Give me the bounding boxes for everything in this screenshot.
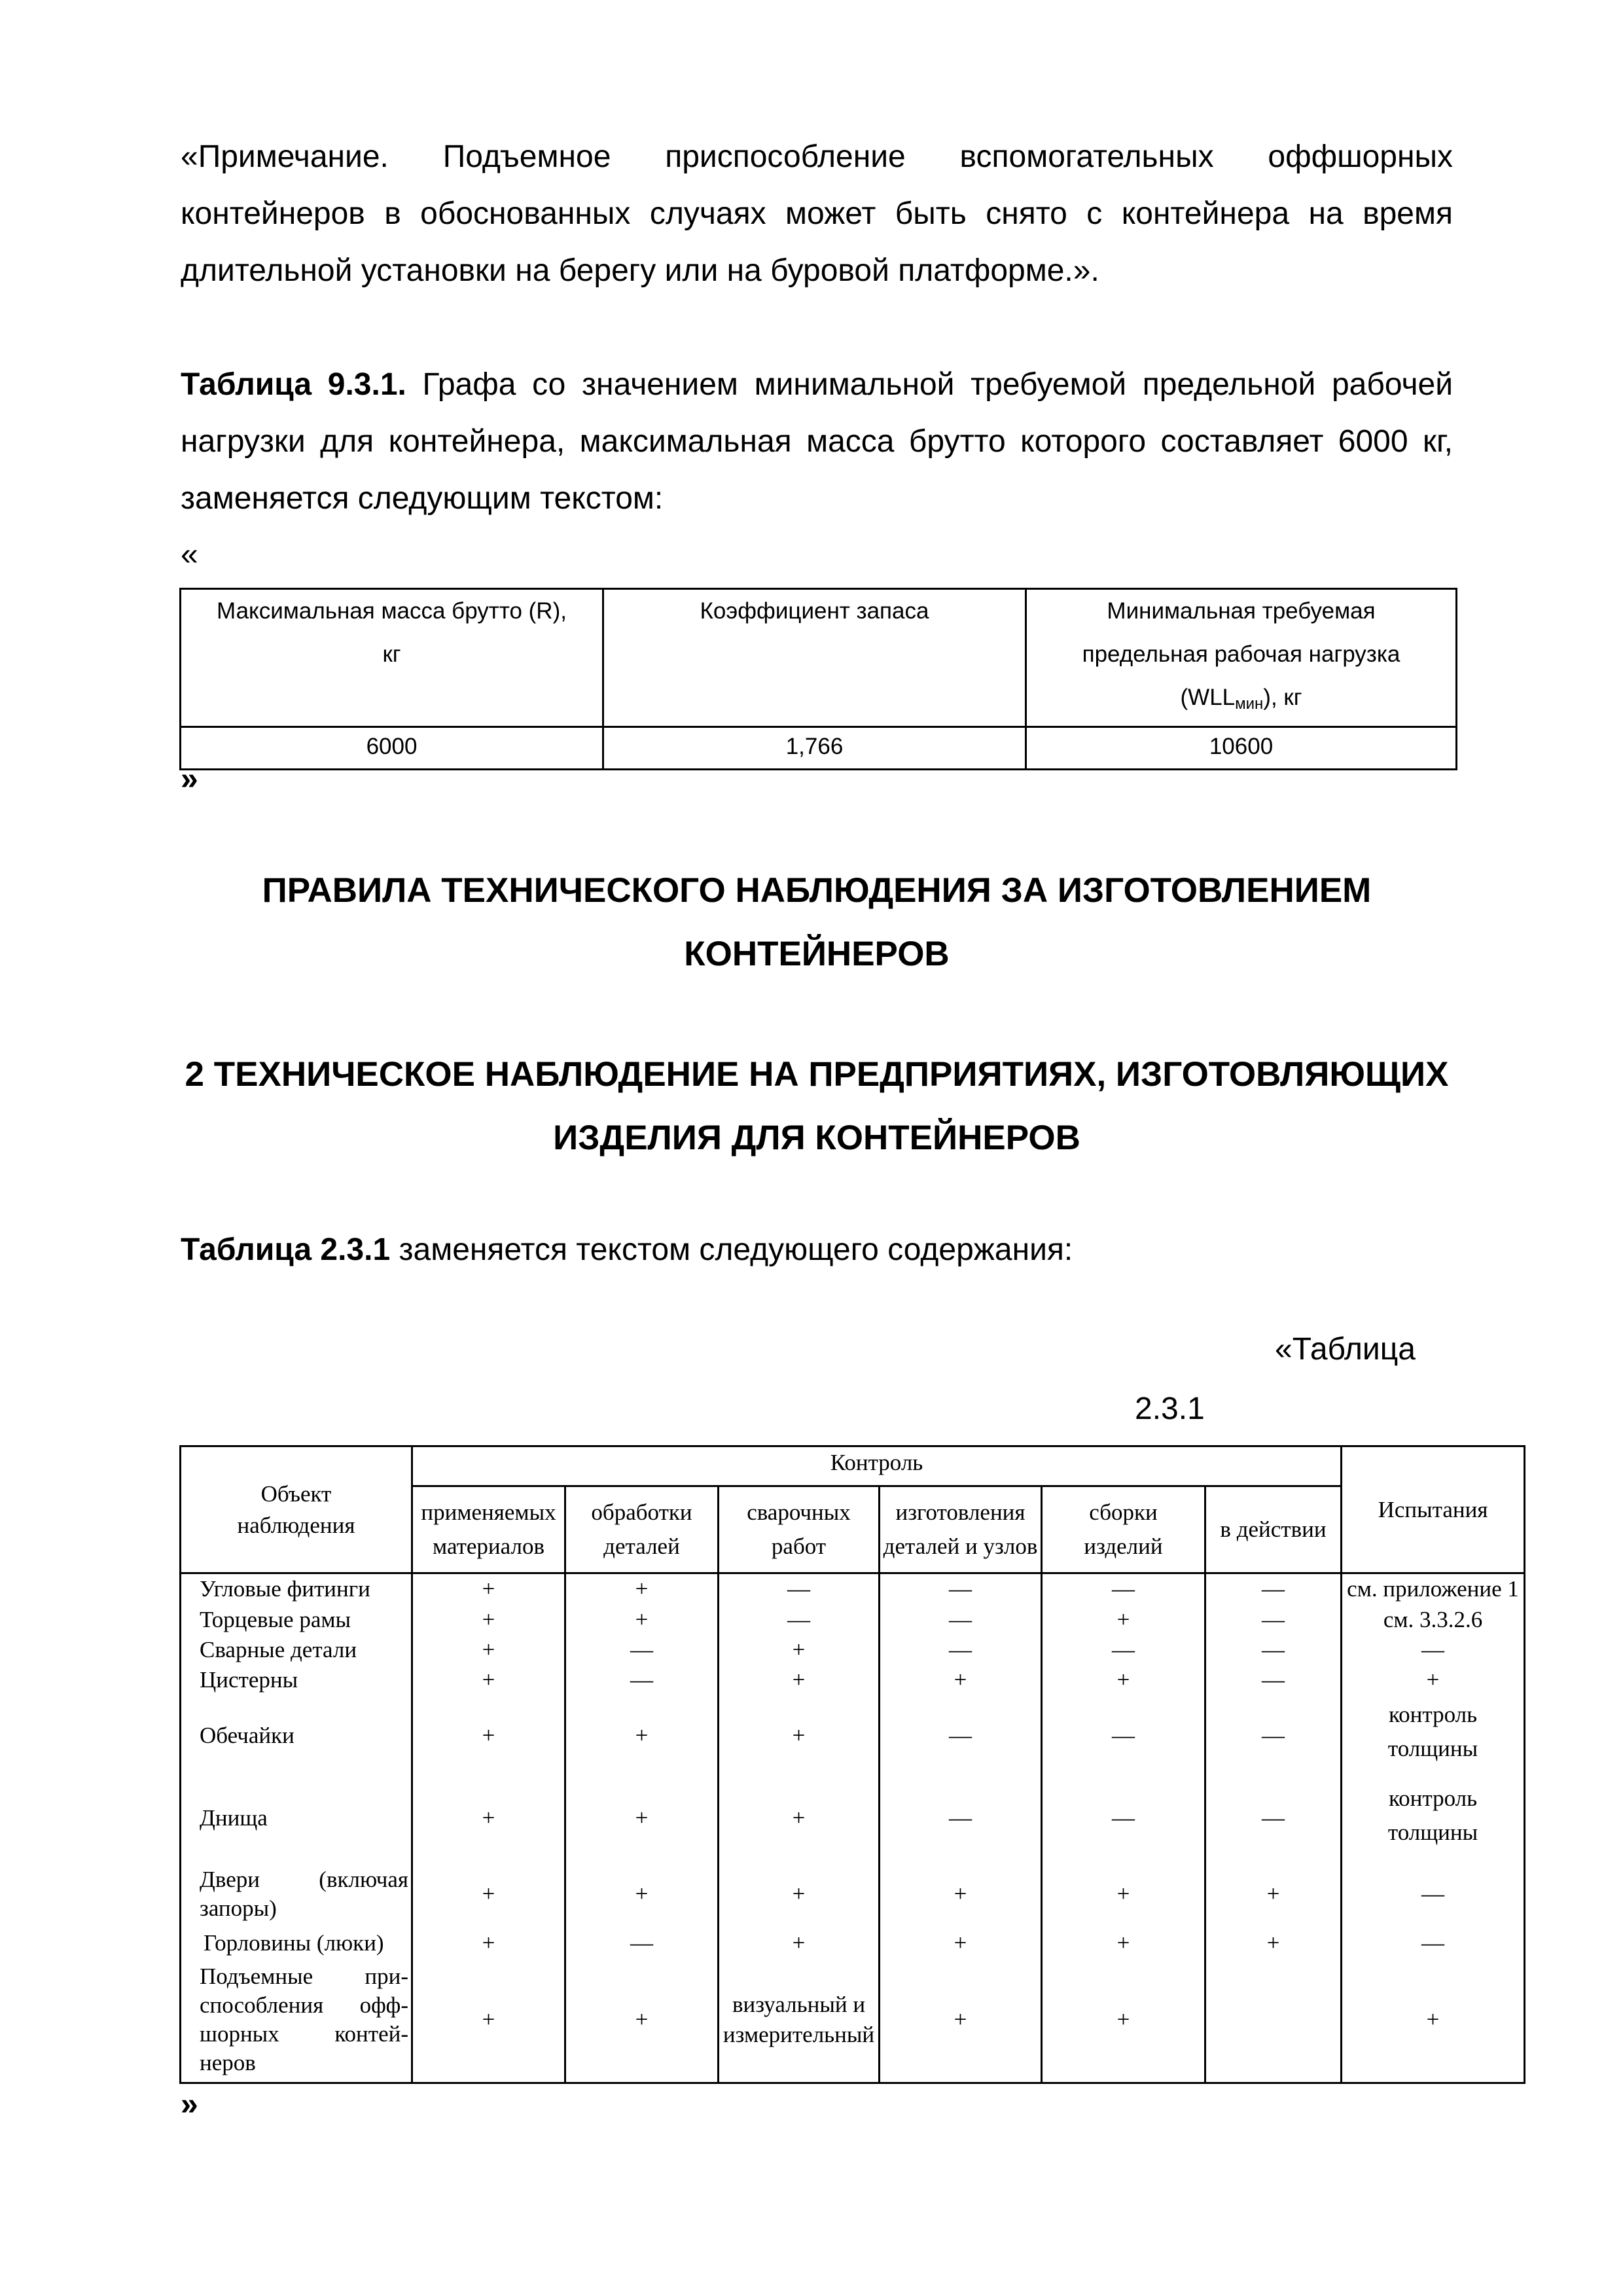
cell: визуальный и измерительный: [719, 1958, 880, 2083]
cell: +: [1042, 1860, 1205, 1928]
table-231-header-tests: Испытания: [1342, 1446, 1525, 1573]
row-object: Обечайки: [181, 1695, 412, 1776]
table-931-intro: [181, 356, 1453, 527]
table-row: [181, 1695, 1525, 1776]
table-231-subheader-welding: сварочных работ: [719, 1486, 880, 1573]
cell: —: [880, 1695, 1042, 1776]
cell: +: [412, 1573, 565, 1605]
table-231-subheader-materials: применяемых материалов: [412, 1486, 565, 1573]
note-line-3: длительной установки на берегу или на буровой платформе.».: [181, 253, 1099, 288]
cell: +: [1042, 1928, 1205, 1958]
table-931: [179, 588, 1457, 770]
note-line-2: контейнеров в обоснованных случаях может быть снято с контейнера на время: [181, 196, 1453, 231]
cell: +: [719, 1695, 880, 1776]
cell: —: [1042, 1776, 1205, 1860]
note-paragraph: [181, 128, 1453, 299]
cell: +: [412, 1695, 565, 1776]
cell: +: [719, 1635, 880, 1665]
table-231: [179, 1445, 1525, 2084]
cell: +: [719, 1928, 880, 1958]
table-931-header-row: [181, 589, 1457, 727]
table-931-value-row: [181, 727, 1457, 770]
cell: +: [565, 1573, 719, 1605]
cell: +: [719, 1860, 880, 1928]
table-231-subheader-processing: обработки деталей: [565, 1486, 719, 1573]
table-931-header-wll: Минимальная требуемая предельная рабочая нагрузка $(WLL_{мин})$, кг: [1026, 589, 1457, 727]
row-object: Торцевые рамы: [181, 1604, 412, 1635]
cell: +: [1042, 1665, 1205, 1695]
cell: +: [412, 1776, 565, 1860]
cell: +: [565, 1860, 719, 1928]
intro-931-line-1-text: Графа со значением минимальной требуемой предельной рабочей: [406, 367, 1454, 402]
table-931-header-factor: Коэффициент запаса: [603, 589, 1026, 727]
table-931-value-factor: 1,766: [603, 727, 1026, 770]
cell: +: [880, 1958, 1042, 2083]
cell: —: [880, 1635, 1042, 1665]
table-931-label: Таблица 9.3.1.: [181, 367, 406, 402]
cell: —: [1342, 1928, 1525, 1958]
intro-931-line-2: нагрузки для контейнера, максимальная масса брутто которого составляет 6000 кг,: [181, 424, 1453, 459]
row-object: Днища: [181, 1776, 412, 1860]
cell: +: [412, 1604, 565, 1635]
table-row: [181, 1958, 1525, 2083]
cell: —: [1205, 1604, 1342, 1635]
table-231-subheader-assembly: сборки изделий: [1042, 1486, 1205, 1573]
cell: —: [1042, 1635, 1205, 1665]
cell: +: [1342, 1665, 1525, 1695]
cell: —: [719, 1604, 880, 1635]
cell: см. 3.3.2.6: [1342, 1604, 1525, 1635]
cell: +: [412, 1635, 565, 1665]
cell: —: [1205, 1695, 1342, 1776]
table-231-caption-line-2: 2.3.1: [1135, 1391, 1205, 1426]
table-row: [181, 1665, 1525, 1695]
table-231-intro: [181, 1221, 1453, 1278]
cell: —: [1342, 1860, 1525, 1928]
cell: +: [565, 1604, 719, 1635]
section-heading-chapter-2: 2 ТЕХНИЧЕСКОЕ НАБЛЮДЕНИЕ НА ПРЕДПРИЯТИЯХ, ИЗГОТОВЛЯЮЩИХ ИЗДЕЛИЯ ДЛЯ КОНТЕЙНЕРОВ: [185, 1055, 1449, 1157]
close-quote-231: »: [181, 2087, 198, 2122]
cell: —: [719, 1573, 880, 1605]
cell: —: [565, 1928, 719, 1958]
table-row: [181, 1776, 1525, 1860]
table-231-intro-text: заменяется текстом следующего содержания:: [390, 1232, 1073, 1267]
cell: +: [565, 1958, 719, 2083]
table-231-header-control: Контроль: [412, 1446, 1342, 1486]
cell: +: [1342, 1958, 1525, 2083]
intro-931-line-3: заменяется следующим текстом:: [181, 481, 664, 516]
table-231-subheader-operation: в действии: [1205, 1486, 1342, 1573]
table-row: [181, 1604, 1525, 1635]
cell: —: [1205, 1776, 1342, 1860]
table-row: [181, 1573, 1525, 1605]
cell: +: [565, 1695, 719, 1776]
cell: —: [1205, 1635, 1342, 1665]
cell: +: [1042, 1604, 1205, 1635]
row-object: Цистерны: [181, 1665, 412, 1695]
cell: —: [565, 1635, 719, 1665]
cell: —: [565, 1665, 719, 1695]
cell: —: [1205, 1665, 1342, 1695]
open-quote: «: [181, 537, 198, 572]
cell: —: [1342, 1635, 1525, 1665]
cell: —: [880, 1604, 1042, 1635]
cell: +: [1205, 1928, 1342, 1958]
section-heading-rules: ПРАВИЛА ТЕХНИЧЕСКОГО НАБЛЮДЕНИЯ ЗА ИЗГОТОВЛЕНИЕМ КОНТЕЙНЕРОВ: [262, 871, 1372, 973]
intro-931-line-1: [181, 356, 1453, 413]
cell: +: [412, 1928, 565, 1958]
table-231-caption-line-1: «Таблица: [1275, 1332, 1416, 1367]
cell: контроль толщины: [1342, 1776, 1525, 1860]
close-quote-931: »: [181, 762, 198, 797]
cell: —: [880, 1776, 1042, 1860]
cell: —: [880, 1573, 1042, 1605]
cell: +: [412, 1665, 565, 1695]
table-row: [181, 1635, 1525, 1665]
cell: +: [412, 1860, 565, 1928]
cell: +: [719, 1776, 880, 1860]
table-row: [181, 1928, 1525, 1958]
cell: +: [1205, 1860, 1342, 1928]
row-object: Угловые фитинги: [181, 1573, 412, 1605]
cell: —: [1205, 1573, 1342, 1605]
cell: +: [880, 1860, 1042, 1928]
row-object: Двери (включая запоры): [181, 1860, 412, 1928]
row-object: Сварные детали: [181, 1635, 412, 1665]
cell: контроль толщины: [1342, 1695, 1525, 1776]
cell: +: [719, 1665, 880, 1695]
table-row: [181, 1860, 1525, 1928]
table-931-header-mass: Максимальная масса брутто (R), кг: [181, 589, 603, 727]
row-object: Подъемные при-способления офф-шорных контей-неров: [181, 1958, 412, 2083]
cell: +: [412, 1958, 565, 2083]
cell: см. приложение 1: [1342, 1573, 1525, 1605]
cell: +: [1042, 1958, 1205, 2083]
table-231-header-row-1: [181, 1446, 1525, 1486]
table-931-value-mass: 6000: [181, 727, 603, 770]
cell: —: [1042, 1695, 1205, 1776]
note-line-1: «Примечание. Подъемное приспособление вспомогательных оффшорных: [181, 139, 1453, 174]
cell: —: [1042, 1573, 1205, 1605]
cell: [1205, 1958, 1342, 2083]
cell: +: [880, 1928, 1042, 1958]
row-object: Горловины (люки): [181, 1928, 412, 1958]
table-931-value-wll: 10600: [1026, 727, 1457, 770]
cell: +: [880, 1665, 1042, 1695]
table-231-label: Таблица 2.3.1: [181, 1232, 391, 1267]
table-231-header-object: Объект наблюдения: [181, 1446, 412, 1573]
table-231-subheader-manufacturing: изготовления деталей и узлов: [880, 1486, 1042, 1573]
cell: +: [565, 1776, 719, 1860]
